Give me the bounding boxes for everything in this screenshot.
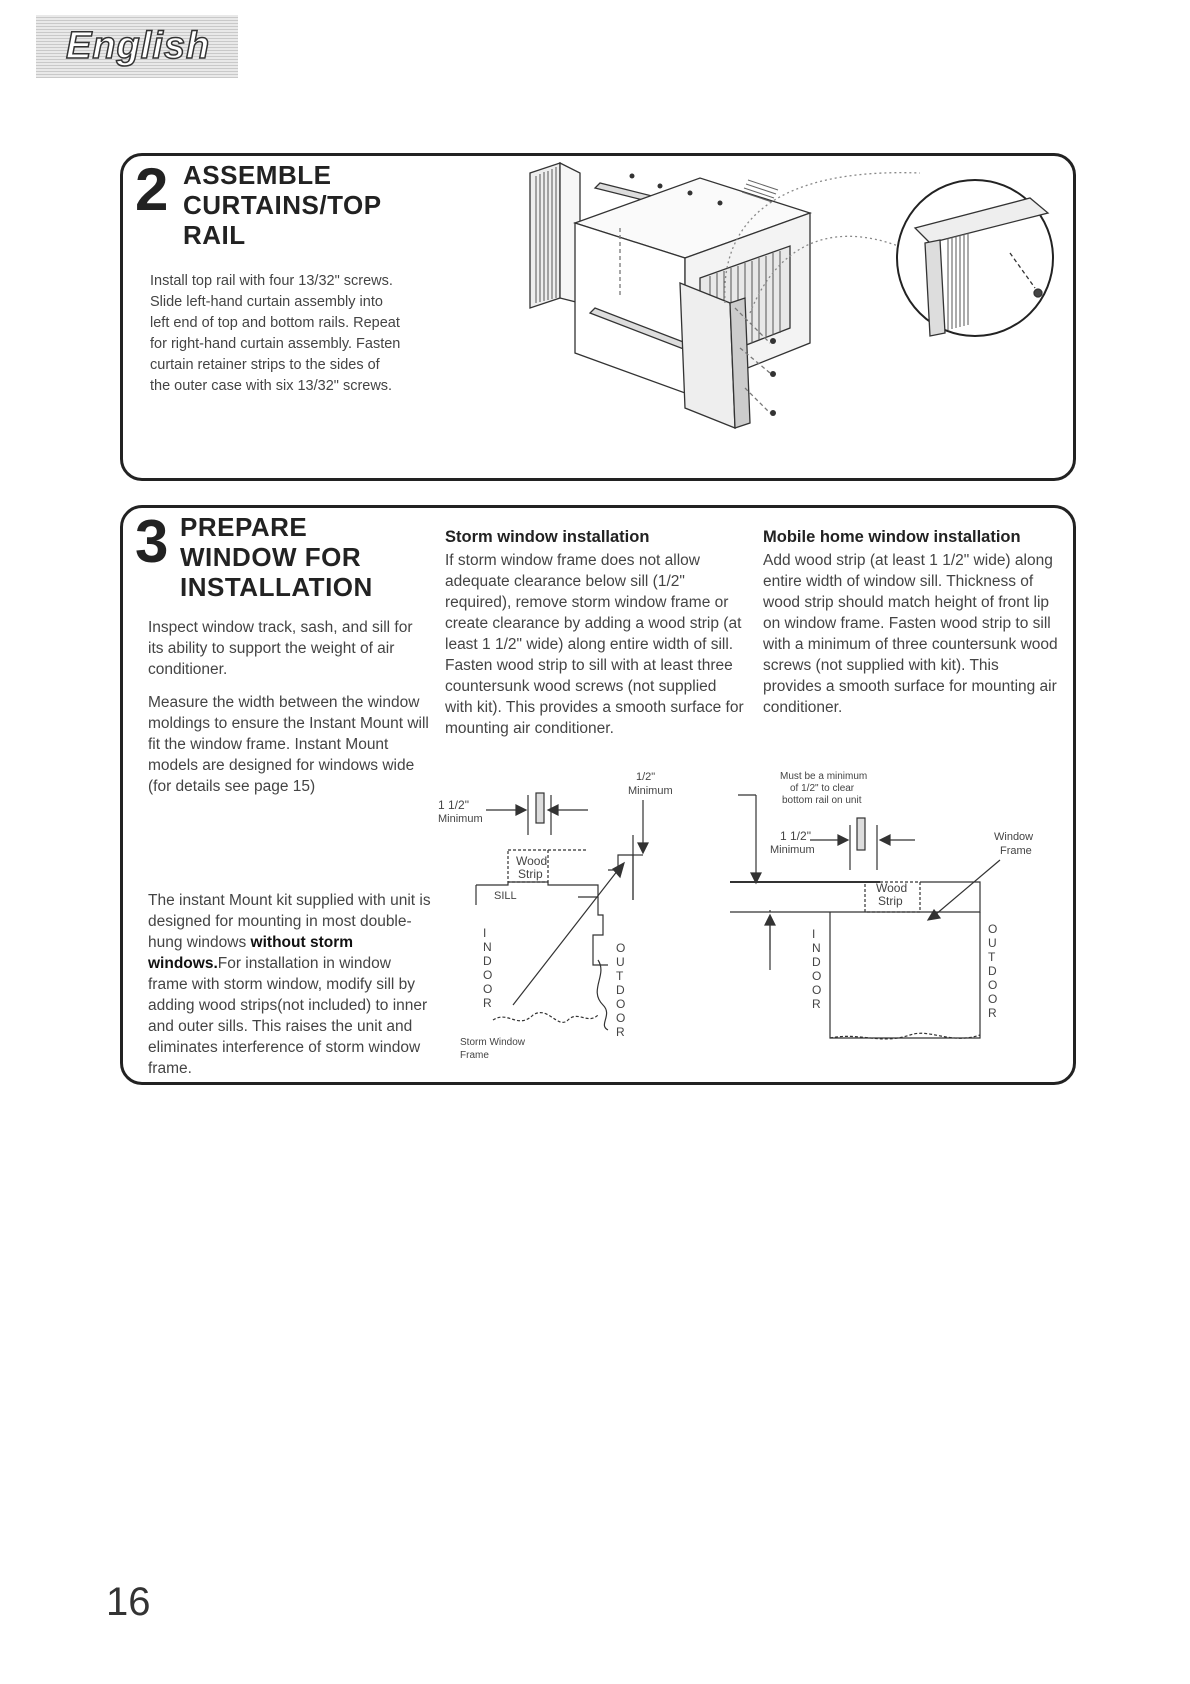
step-3-intro <box>148 617 430 809</box>
storm-window-diagram <box>438 765 720 1065</box>
svg-text:R: R <box>988 1006 997 1020</box>
step-3-intro-text-2: Measure the width between the window moldings to ensure the Instant Mount will fit the window frame. Instant Mount models are designed for windows wide (for details see page 15) <box>148 694 429 795</box>
svg-text:D: D <box>616 983 625 997</box>
mobile-strip-label: Strip <box>878 894 903 908</box>
svg-text:U: U <box>988 936 997 950</box>
mobile-home-body: Add wood strip (at least 1 1/2" wide) along entire width of window sill. Thickness of wood strip should match height of front lip on window frame. Fasten wood strip to sill with a minimum of three countersunk wood screws (not supplied with kit). This provides a smooth surface for mounting air conditioner. <box>763 552 1058 716</box>
svg-text:N: N <box>812 941 821 955</box>
half-inch-minimum-label: Minimum <box>628 785 673 797</box>
strip-label: Strip <box>518 867 543 881</box>
svg-text:O: O <box>812 983 822 997</box>
window-label: Window <box>994 831 1034 843</box>
svg-text:O: O <box>483 982 493 996</box>
svg-text:O: O <box>988 978 998 992</box>
svg-text:U: U <box>616 955 625 969</box>
svg-text:N: N <box>483 940 492 954</box>
svg-text:R: R <box>812 997 821 1011</box>
page-number: 16 <box>106 1580 151 1624</box>
svg-text:I: I <box>483 926 487 940</box>
language-label: English <box>66 25 211 67</box>
svg-text:O: O <box>812 969 822 983</box>
half-inch-label: 1/2" <box>636 771 656 783</box>
svg-text:O: O <box>616 1011 626 1025</box>
indoor-letters <box>483 926 492 1010</box>
step-3-number: 3 <box>135 508 169 575</box>
window-frame-label: Frame <box>1000 845 1032 857</box>
step-3-title: PREPARE WINDOW FOR INSTALLATION <box>180 512 373 602</box>
svg-text:I: I <box>812 927 816 941</box>
frame-label: Frame <box>460 1050 489 1061</box>
storm-window-label: Storm Window <box>460 1037 526 1048</box>
must-minimum-label-3: bottom rail on unit <box>782 795 862 806</box>
step-2-number: 2 <box>135 156 169 223</box>
svg-text:D: D <box>812 955 821 969</box>
sill-label: SILL <box>494 890 517 902</box>
step-3-note: The instant Mount kit supplied with unit is designed for mounting in most double-hung windows without storm windows.For installation in window frame with storm window, modify sill by adding wood strips(not included) to inner and outer sills. This raises the unit and eliminates interference of storm window frame. <box>148 892 431 1077</box>
step-2-title: ASSEMBLE CURTAINS/TOP RAIL <box>183 160 382 250</box>
one-half-inch-label: 1 1/2" <box>438 798 469 812</box>
svg-text:R: R <box>616 1025 625 1039</box>
wood-label: Wood <box>516 854 548 868</box>
curtain-assembly-illustration <box>520 158 1060 463</box>
svg-text:O: O <box>616 941 626 955</box>
one-half-minimum-label: Minimum <box>438 813 483 825</box>
mobile-one-half-minimum-label: Minimum <box>770 844 815 856</box>
svg-text:O: O <box>483 968 493 982</box>
must-minimum-label-2: of 1/2" to clear <box>790 783 855 794</box>
svg-text:O: O <box>988 922 998 936</box>
svg-text:O: O <box>988 992 998 1006</box>
svg-text:R: R <box>483 996 492 1010</box>
must-minimum-label-1: Must be a minimum <box>780 771 868 782</box>
mobile-one-half-label: 1 1/2" <box>780 829 811 843</box>
svg-text:D: D <box>483 954 492 968</box>
storm-window-body: If storm window frame does not allow adequate clearance below sill (1/2" required), remove storm window frame or create clearance by adding a wood strip (at least 1 1/2" wide) along entire width of sill. Fasten wood strip to sill with at least three countersunk wood screws (not supplied with kit). This provides a smooth surface for mounting air conditioner. <box>445 552 744 737</box>
svg-text:T: T <box>988 950 996 964</box>
mobile-outdoor-letters <box>988 922 997 1020</box>
mobile-indoor-letters <box>812 927 821 1011</box>
svg-text:T: T <box>616 969 624 983</box>
storm-window-title: Storm window installation <box>445 528 650 546</box>
svg-text:O: O <box>616 997 626 1011</box>
step-3-intro-text-1: Inspect window track, sash, and sill for its ability to support the weight of air conditioner. <box>148 619 413 678</box>
step-2-body: Install top rail with four 13/32" screws. Slide left-hand curtain assembly into left end of top and bottom rails. Repeat for right-hand curtain assembly. Fasten curtain retainer strips to the sides of the outer case with six 13/32" screws. <box>150 273 401 394</box>
mobile-home-title: Mobile home window installation <box>763 528 1021 546</box>
svg-text:D: D <box>988 964 997 978</box>
outdoor-letters <box>616 941 625 1039</box>
mobile-wood-label: Wood <box>876 881 908 895</box>
mobile-home-diagram <box>730 770 1060 1070</box>
language-tab <box>36 15 238 78</box>
